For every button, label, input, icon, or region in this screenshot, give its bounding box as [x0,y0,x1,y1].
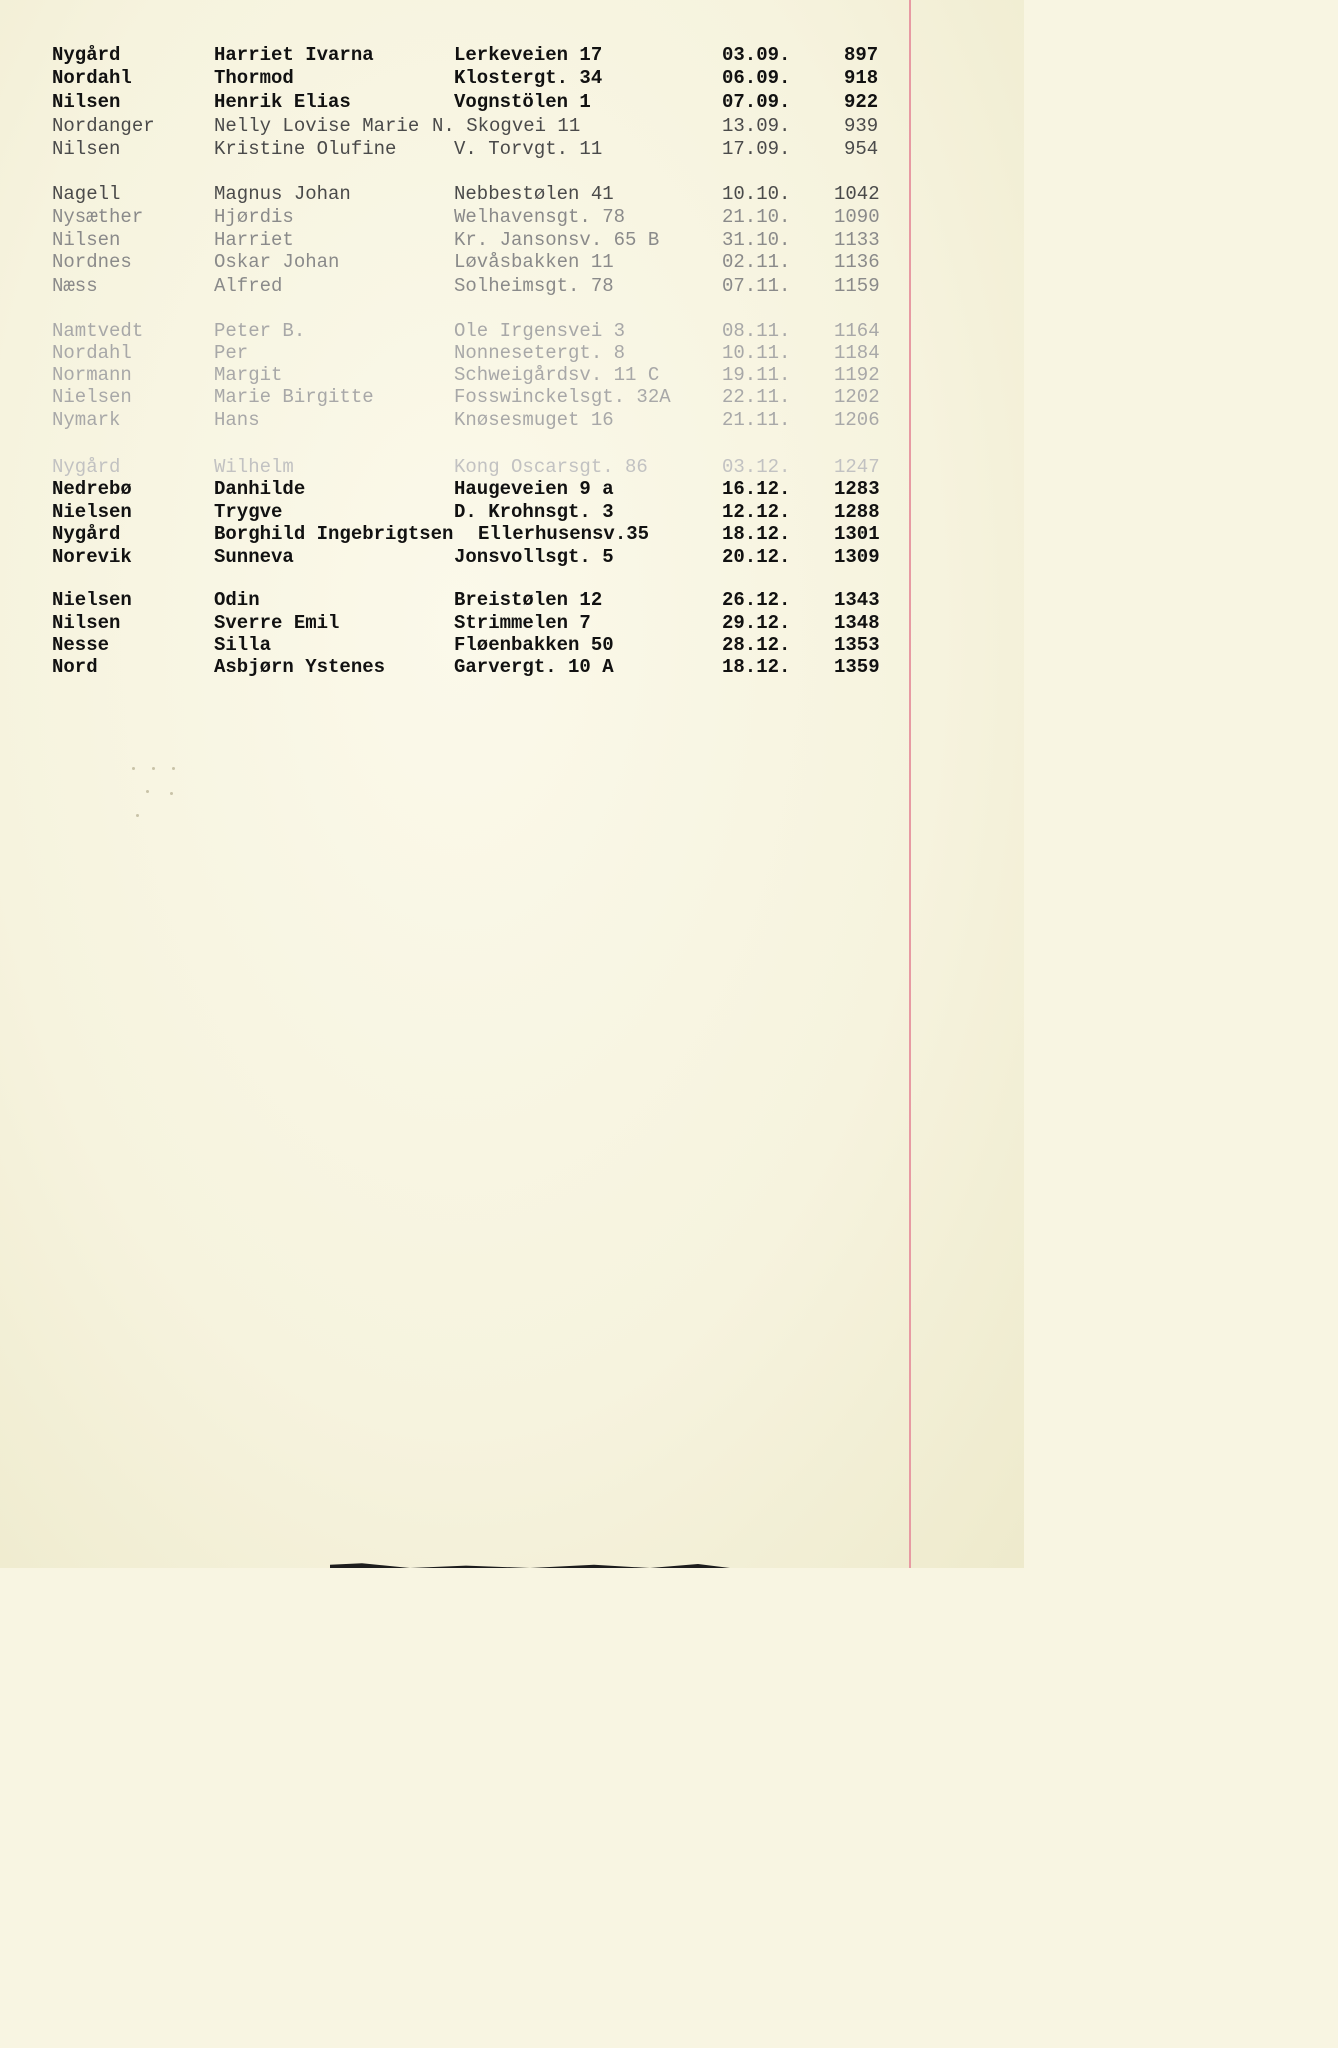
given-name: Per [214,342,249,364]
given-name: Nelly Lovise Marie [214,115,420,137]
date: 22.11. [722,386,791,408]
paper-speck [146,790,149,793]
table-row [0,364,900,386]
given-name: Harriet Ivarna [214,44,374,66]
surname: Nilsen [52,229,121,251]
address: Ole Irgensvei 3 [454,320,626,342]
date: 13.09. [722,115,791,137]
table-row [0,183,900,205]
record-number: 1348 [834,612,880,634]
date: 29.12. [722,612,791,634]
paper-speck [136,814,139,817]
table-row [0,634,900,656]
address: Welhavensgt. 78 [454,206,626,228]
surname: Normann [52,364,132,386]
given-name: Asbjørn Ystenes [214,656,386,678]
address: Nonnesetergt. 8 [454,342,626,364]
table-row [0,546,900,568]
table-row [0,656,900,678]
given-name: Margit [214,364,283,386]
record-number: 954 [844,138,879,160]
surname: Nagell [52,183,121,205]
date: 31.10. [722,229,791,251]
date: 03.09. [722,44,791,66]
address: Fosswinckelsgt. 32A [454,386,671,408]
address: Kong Oscarsgt. 86 [454,456,648,478]
record-number: 1288 [834,501,880,523]
surname: Nesse [52,634,110,656]
record-number: 1184 [834,342,880,364]
address: Breistølen 12 [454,589,603,611]
address: Fløenbakken 50 [454,634,614,656]
given-name: Marie Birgitte [214,386,374,408]
record-number: 1164 [834,320,880,342]
surname: Nordnes [52,251,132,273]
address: Garvergt. 10 A [454,656,614,678]
record-number: 1301 [834,523,880,545]
record-number: 1353 [834,634,880,656]
surname: Nymark [52,409,121,431]
table-row [0,138,900,160]
table-row [0,501,900,523]
record-number: 1309 [834,546,880,568]
given-name: Borghild Ingebrigtsen [214,523,454,545]
date: 20.12. [722,546,791,568]
record-number: 1133 [834,229,880,251]
record-number: 1042 [834,183,880,205]
surname: Nysæther [52,206,144,228]
surname: Nielsen [52,386,132,408]
date: 18.12. [722,523,791,545]
given-name: Thormod [214,67,294,89]
given-name: Odin [214,589,260,611]
record-number: 1206 [834,409,880,431]
surname: Nordahl [52,342,132,364]
table-row [0,589,900,611]
surname: Nygård [52,523,121,545]
surname: Nilsen [52,91,121,113]
date: 19.11. [722,364,791,386]
surname: Næss [52,275,98,297]
date: 06.09. [722,67,791,89]
address: Nebbestølen 41 [454,183,614,205]
address: Solheimsgt. 78 [454,275,614,297]
given-name: Peter B. [214,320,306,342]
given-name: Silla [214,634,272,656]
date: 10.10. [722,183,791,205]
date: 16.12. [722,478,791,500]
surname: Nygård [52,44,121,66]
given-name: Henrik Elias [214,91,351,113]
address: Strimmelen 7 [454,612,591,634]
table-row [0,386,900,408]
given-name: Trygve [214,501,283,523]
address: D. Krohnsgt. 3 [454,501,614,523]
given-name: Sverre Emil [214,612,340,634]
address: Løvåsbakken 11 [454,251,614,273]
record-number: 1202 [834,386,880,408]
given-name: Harriet [214,229,294,251]
table-row [0,115,900,137]
paper-speck [132,767,135,770]
paper-speck [152,767,155,770]
date: 07.09. [722,91,791,113]
record-number: 1247 [834,456,880,478]
record-number: 1159 [834,275,880,297]
table-row [0,456,900,478]
paper-speck [170,792,173,795]
date: 03.12. [722,456,791,478]
record-number: 897 [844,44,879,66]
table-row [0,206,900,228]
record-number: 1192 [834,364,880,386]
given-name: Alfred [214,275,283,297]
table-row [0,229,900,251]
record-number: 1090 [834,206,880,228]
record-number: 1359 [834,656,880,678]
surname: Nordanger [52,115,155,137]
date: 12.12. [722,501,791,523]
table-row [0,91,900,113]
address: Vognstölen 1 [454,91,591,113]
address: Knøsesmuget 16 [454,409,614,431]
surname: Norevik [52,546,132,568]
address: Jonsvollsgt. 5 [454,546,614,568]
table-row [0,478,900,500]
given-name: Kristine Olufine [214,138,397,160]
address: N. Skogvei 11 [432,115,581,137]
address: Haugeveien 9 a [454,478,614,500]
paper-edge-shadow [330,1560,730,1568]
record-number: 922 [844,91,879,113]
table-row [0,523,900,545]
address: Ellerhusensv.35 [478,523,650,545]
date: 26.12. [722,589,791,611]
record-number: 1136 [834,251,880,273]
date: 10.11. [722,342,791,364]
table-row [0,44,900,66]
surname: Nygård [52,456,121,478]
record-number: 1343 [834,589,880,611]
record-number: 918 [844,67,879,89]
given-name: Oskar Johan [214,251,340,273]
record-number: 939 [844,115,879,137]
date: 07.11. [722,275,791,297]
date: 21.10. [722,206,791,228]
address: Schweigårdsv. 11 C [454,364,660,386]
record-number: 1283 [834,478,880,500]
surname: Namtvedt [52,320,144,342]
given-name: Magnus Johan [214,183,351,205]
address: Klostergt. 34 [454,67,603,89]
date: 08.11. [722,320,791,342]
given-name: Sunneva [214,546,294,568]
date: 18.12. [722,656,791,678]
address: Lerkeveien 17 [454,44,603,66]
address: Kr. Jansonsv. 65 B [454,229,660,251]
table-row [0,275,900,297]
surname: Nielsen [52,501,132,523]
table-row [0,320,900,342]
table-row [0,409,900,431]
surname: Nordahl [52,67,132,89]
table-row [0,67,900,89]
table-row [0,342,900,364]
margin-rule [909,0,911,1568]
given-name: Hans [214,409,260,431]
date: 28.12. [722,634,791,656]
surname: Nord [52,656,98,678]
address: V. Torvgt. 11 [454,138,603,160]
paper-speck [172,767,175,770]
surname: Nilsen [52,138,121,160]
date: 17.09. [722,138,791,160]
date: 21.11. [722,409,791,431]
surname: Nedrebø [52,478,132,500]
table-row [0,612,900,634]
given-name: Wilhelm [214,456,294,478]
table-row [0,251,900,273]
surname: Nilsen [52,612,121,634]
surname: Nielsen [52,589,132,611]
given-name: Danhilde [214,478,306,500]
given-name: Hjørdis [214,206,294,228]
date: 02.11. [722,251,791,273]
